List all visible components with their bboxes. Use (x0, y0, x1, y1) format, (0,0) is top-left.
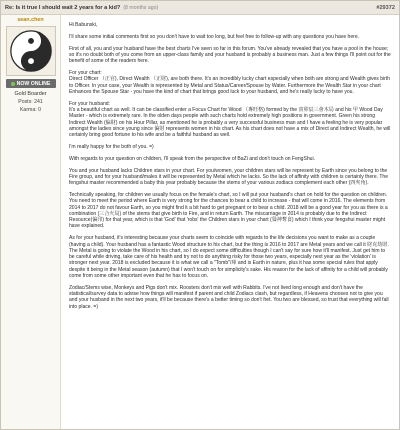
online-status-label: NOW ONLINE (16, 80, 51, 87)
post-title[interactable]: Re: Is it true I should wait 2 years for a kid? (5, 4, 121, 11)
user-karma: Karma: 0 (19, 107, 42, 113)
post-time: (8 months ago) (123, 4, 159, 11)
post-paragraph: For your chart: Direct Officer （正官), Direct Wealth （正財), are both there. It's an incredibly lucky chart especially when both are strong and Wealth gives birth to Officer. In your case, your Wealth is represented by Metal and Status/Career/Spouse by Water. Furthermore the Wealth Star in your chart Enhances the Spouse Star - you have the kind of chart that brings good luck to your husband, and he's really lucky to have you. (69, 69, 391, 95)
username-link[interactable]: sean.chen (17, 17, 44, 23)
avatar[interactable] (6, 26, 56, 76)
post-paragraph: Hi Babunski, (69, 22, 98, 28)
post-header (1, 1, 399, 15)
post-id-link[interactable]: #29372 (376, 4, 395, 11)
online-dot-icon (11, 82, 15, 86)
post-paragraph: You and your husband lacks Children stars in your chart. For you/women, your children stars will be represent by Earth since you belong to the Fire group, and for your husband/males it will be represented by Metal which he lacks. So the lack of affinity with children is certainly there. The fengshui master recommended a baby this year probably because the stems of your various zodiacs complement each other (四夾角). (69, 167, 389, 187)
post-paragraph: I'm really happy for the both of you. =) (69, 143, 154, 150)
post-content (61, 15, 399, 429)
post-body (1, 15, 399, 429)
user-post-count: Posts: 241 (18, 99, 43, 105)
post-paragraph: For your husband: It's a beautiful chart as well. It can be classified enter a Focus Chart for Wood （專旺格) formed by the 寅卯辰三會木局 and his 甲 Wood Day Master - which is extremely rare. In the olden days people with such charts hold extremely high positions in government. Given his strong Indirect Wealth (偏財) on his Hour Pillar, as mentioned he is probably a very successful business man and I have a feeling he is very popular amongst the ladies since young since 偏財 represents women in his chart. As his chart does not have a mix of Direct and Indirect Wealth, he will certainly bring good fortune to his wife and be a faithful husband as well. (69, 100, 391, 139)
yin-yang-icon (10, 30, 52, 72)
user-rank: Gold Boarder (14, 91, 47, 97)
post-paragraph: First of all, you and your husband have the best charts I've seen so far in this forum. You've already revealed that you have a pool in the house; so it's no doubt both of you come from an upper-class family and your husband is probably a business man. Just a few things I'll point out for the benefit of some of the readers here. (69, 45, 391, 65)
post-paragraph: I'll share some initial comments first so you don't have to wait too long, but feel free to follow-up with any questions you have here. (69, 33, 360, 40)
post-paragraph: With regards to your question on children, I'll speak from the perspective of BaZi and don't touch on FengShui. (69, 155, 315, 162)
post-paragraph: Zodiac/Stems wise, Monkeys and Pigs don't mix. Roosters don't mix well with Rabbits. I've not lived long enough and don't have the statistical/survey data to advise how things will manifest if parent and child Zodiacs clash, but regardless, if Heavens chooses not to give you and your husband in the next two years, it'll be because there's a better timing so don't fret. You two are blessed, so trust that everything will fall into place. =) (69, 284, 389, 310)
post-paragraph: As for your husband, it's interesting because your charts seem to coincide with regards to the life decisions you want to make as a couple (having a child). Your husband has a fantastic Wood structure to his chart, but the thing is 2016 to 2017 are Metal years and we call it 財克劫財. The Metal is going to violate the Wood in his chart, so I do expect some difficulties though I can't say for sure how it'll manifest. Just get him to be careful while driving, take care of his health and try not to do anything risky for those two years, especially next year as the 'violation' is stronger next year. 2018 is excluded because it is what we call a "Tomb"/庫 and is Earth in nature, plus it has some special rules that apply despite it being in the Metal season (autumn) that I won't touch on for simplicity's sake. His reason for the lack of affinity for a child will probably come from some other important even that he has to focus on. (69, 235, 389, 279)
post-paragraph: Technically speaking, for children we usually focus on the female's chart, so I will put your husband's chart on hold for the question on children. You need to meet the period where Earth is very strong for the chances to bear a child to increase - that will come in 2016. The elements from 2014 to 2017 do not favour Earth, so you might find it a bit hard to get pregnant or to bear a child. 2018 will be a good year for you as there is a combination (三合火局) of the stems that give birth to Fire, and in return Earth. The miscarriage in 2014 is probably due to the Indirect Resource(偏印) for that year, which is that 'God' that 'robs' the Children stars in your chart (梟神奪食) which I think your fengshui master might have explained. (69, 191, 388, 230)
user-sidebar (1, 15, 61, 429)
online-status-badge (6, 79, 56, 88)
